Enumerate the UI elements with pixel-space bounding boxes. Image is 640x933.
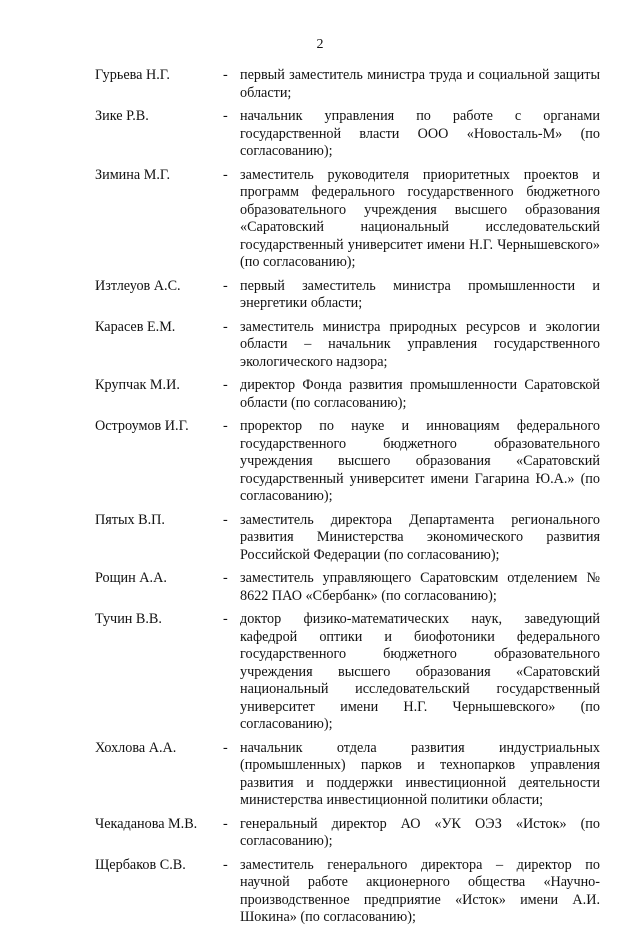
- list-item: [95, 740, 600, 810]
- dash-separator: -: [223, 318, 228, 335]
- page-number: 2: [316, 37, 324, 52]
- list-item: [95, 278, 600, 313]
- dash-separator: -: [223, 418, 228, 434]
- list-item: [95, 512, 600, 565]
- member-role: заместитель директора Департамента регионального развития Министерства экономического развития Российской Федерации (по согласованию);: [240, 511, 600, 563]
- member-role: доктор физико-математических наук, заведующий кафедрой оптики и биофотоники федерального государственного бюджетного образовательного учреждения высшего образования «Саратовский национальный исследовательский государственный университет имени Н.Г. Чернышевского» (по согласованию);: [240, 611, 600, 732]
- list-item: [95, 611, 600, 734]
- member-name: Зике Р.В.: [95, 108, 149, 124]
- list-item: [95, 377, 600, 412]
- dash-separator: -: [223, 377, 228, 393]
- dash-separator: -: [223, 739, 228, 756]
- dash-separator: -: [223, 856, 228, 873]
- dash-separator: -: [223, 511, 228, 528]
- member-name: Остроумов И.Г.: [95, 418, 189, 434]
- member-role: заместитель руководителя приоритетных проектов и программ федерального государственного бюджетного образовательного учреждения высшего образования «Саратовский национальный исследовательский государственный университет имени Н.Г. Чернышевского» (по согласованию);: [240, 166, 600, 270]
- member-name: Тучин В.В.: [95, 611, 162, 627]
- dash-separator: -: [223, 611, 228, 627]
- list-item: [95, 108, 600, 161]
- member-name: Хохлова А.А.: [95, 739, 177, 756]
- member-name: Рощин А.А.: [95, 570, 167, 586]
- member-role: проректор по науке и инновациям федерального государственного бюджетного образовательного учреждения высшего образования «Саратовский государственный университет имени Гагарина Ю.А.» (по согласованию);: [240, 418, 600, 504]
- list-item: [95, 319, 600, 372]
- member-role: первый заместитель министра труда и социальной защиты области;: [240, 67, 600, 101]
- member-list: [95, 67, 600, 933]
- member-name: Изтлеуов А.С.: [95, 277, 181, 294]
- list-item: [95, 570, 600, 605]
- member-name: Гурьева Н.Г.: [95, 67, 170, 83]
- member-role: первый заместитель министра промышленности и энергетики области;: [240, 277, 600, 311]
- member-name: Зимина М.Г.: [95, 166, 171, 183]
- member-role: директор Фонда развития промышленности Саратовской области (по согласованию);: [240, 377, 600, 411]
- list-item: [95, 167, 600, 272]
- dash-separator: -: [223, 277, 228, 294]
- member-name: Чекаданова М.В.: [95, 815, 198, 832]
- member-role: генеральный директор АО «УК ОЭЗ «Исток» (по согласованию);: [240, 815, 600, 849]
- list-item: [95, 67, 600, 102]
- list-item: [95, 857, 600, 927]
- list-item: [95, 816, 600, 851]
- member-role: заместитель генерального директора – директор по научной работе акционерного общества «Научно-производственное предприятие «Исток» имени А.И. Шокина» (по согласованию);: [240, 856, 600, 925]
- dash-separator: -: [223, 570, 228, 586]
- dash-separator: -: [223, 108, 228, 124]
- dash-separator: -: [223, 815, 228, 832]
- dash-separator: -: [223, 67, 228, 83]
- member-role: заместитель управляющего Саратовским отделением № 8622 ПАО «Сбербанк» (по согласованию);: [240, 570, 600, 604]
- list-item: [95, 418, 600, 506]
- member-name: Карасев Е.М.: [95, 318, 176, 335]
- member-role: заместитель министра природных ресурсов и экологии области – начальник управления государственного экологического надзора;: [240, 318, 600, 370]
- member-name: Щербаков С.В.: [95, 856, 186, 873]
- member-role: начальник отдела развития индустриальных (промышленных) парков и технопарков управления развития и поддержки инвестиционной деятельности министерства инвестиционной политики области;: [240, 739, 600, 808]
- member-name: Пятых В.П.: [95, 511, 165, 528]
- dash-separator: -: [223, 166, 228, 183]
- member-role: начальник управления по работе с органами государственной власти ООО «Новосталь-М» (по согласованию);: [240, 108, 600, 159]
- member-name: Крупчак М.И.: [95, 377, 180, 393]
